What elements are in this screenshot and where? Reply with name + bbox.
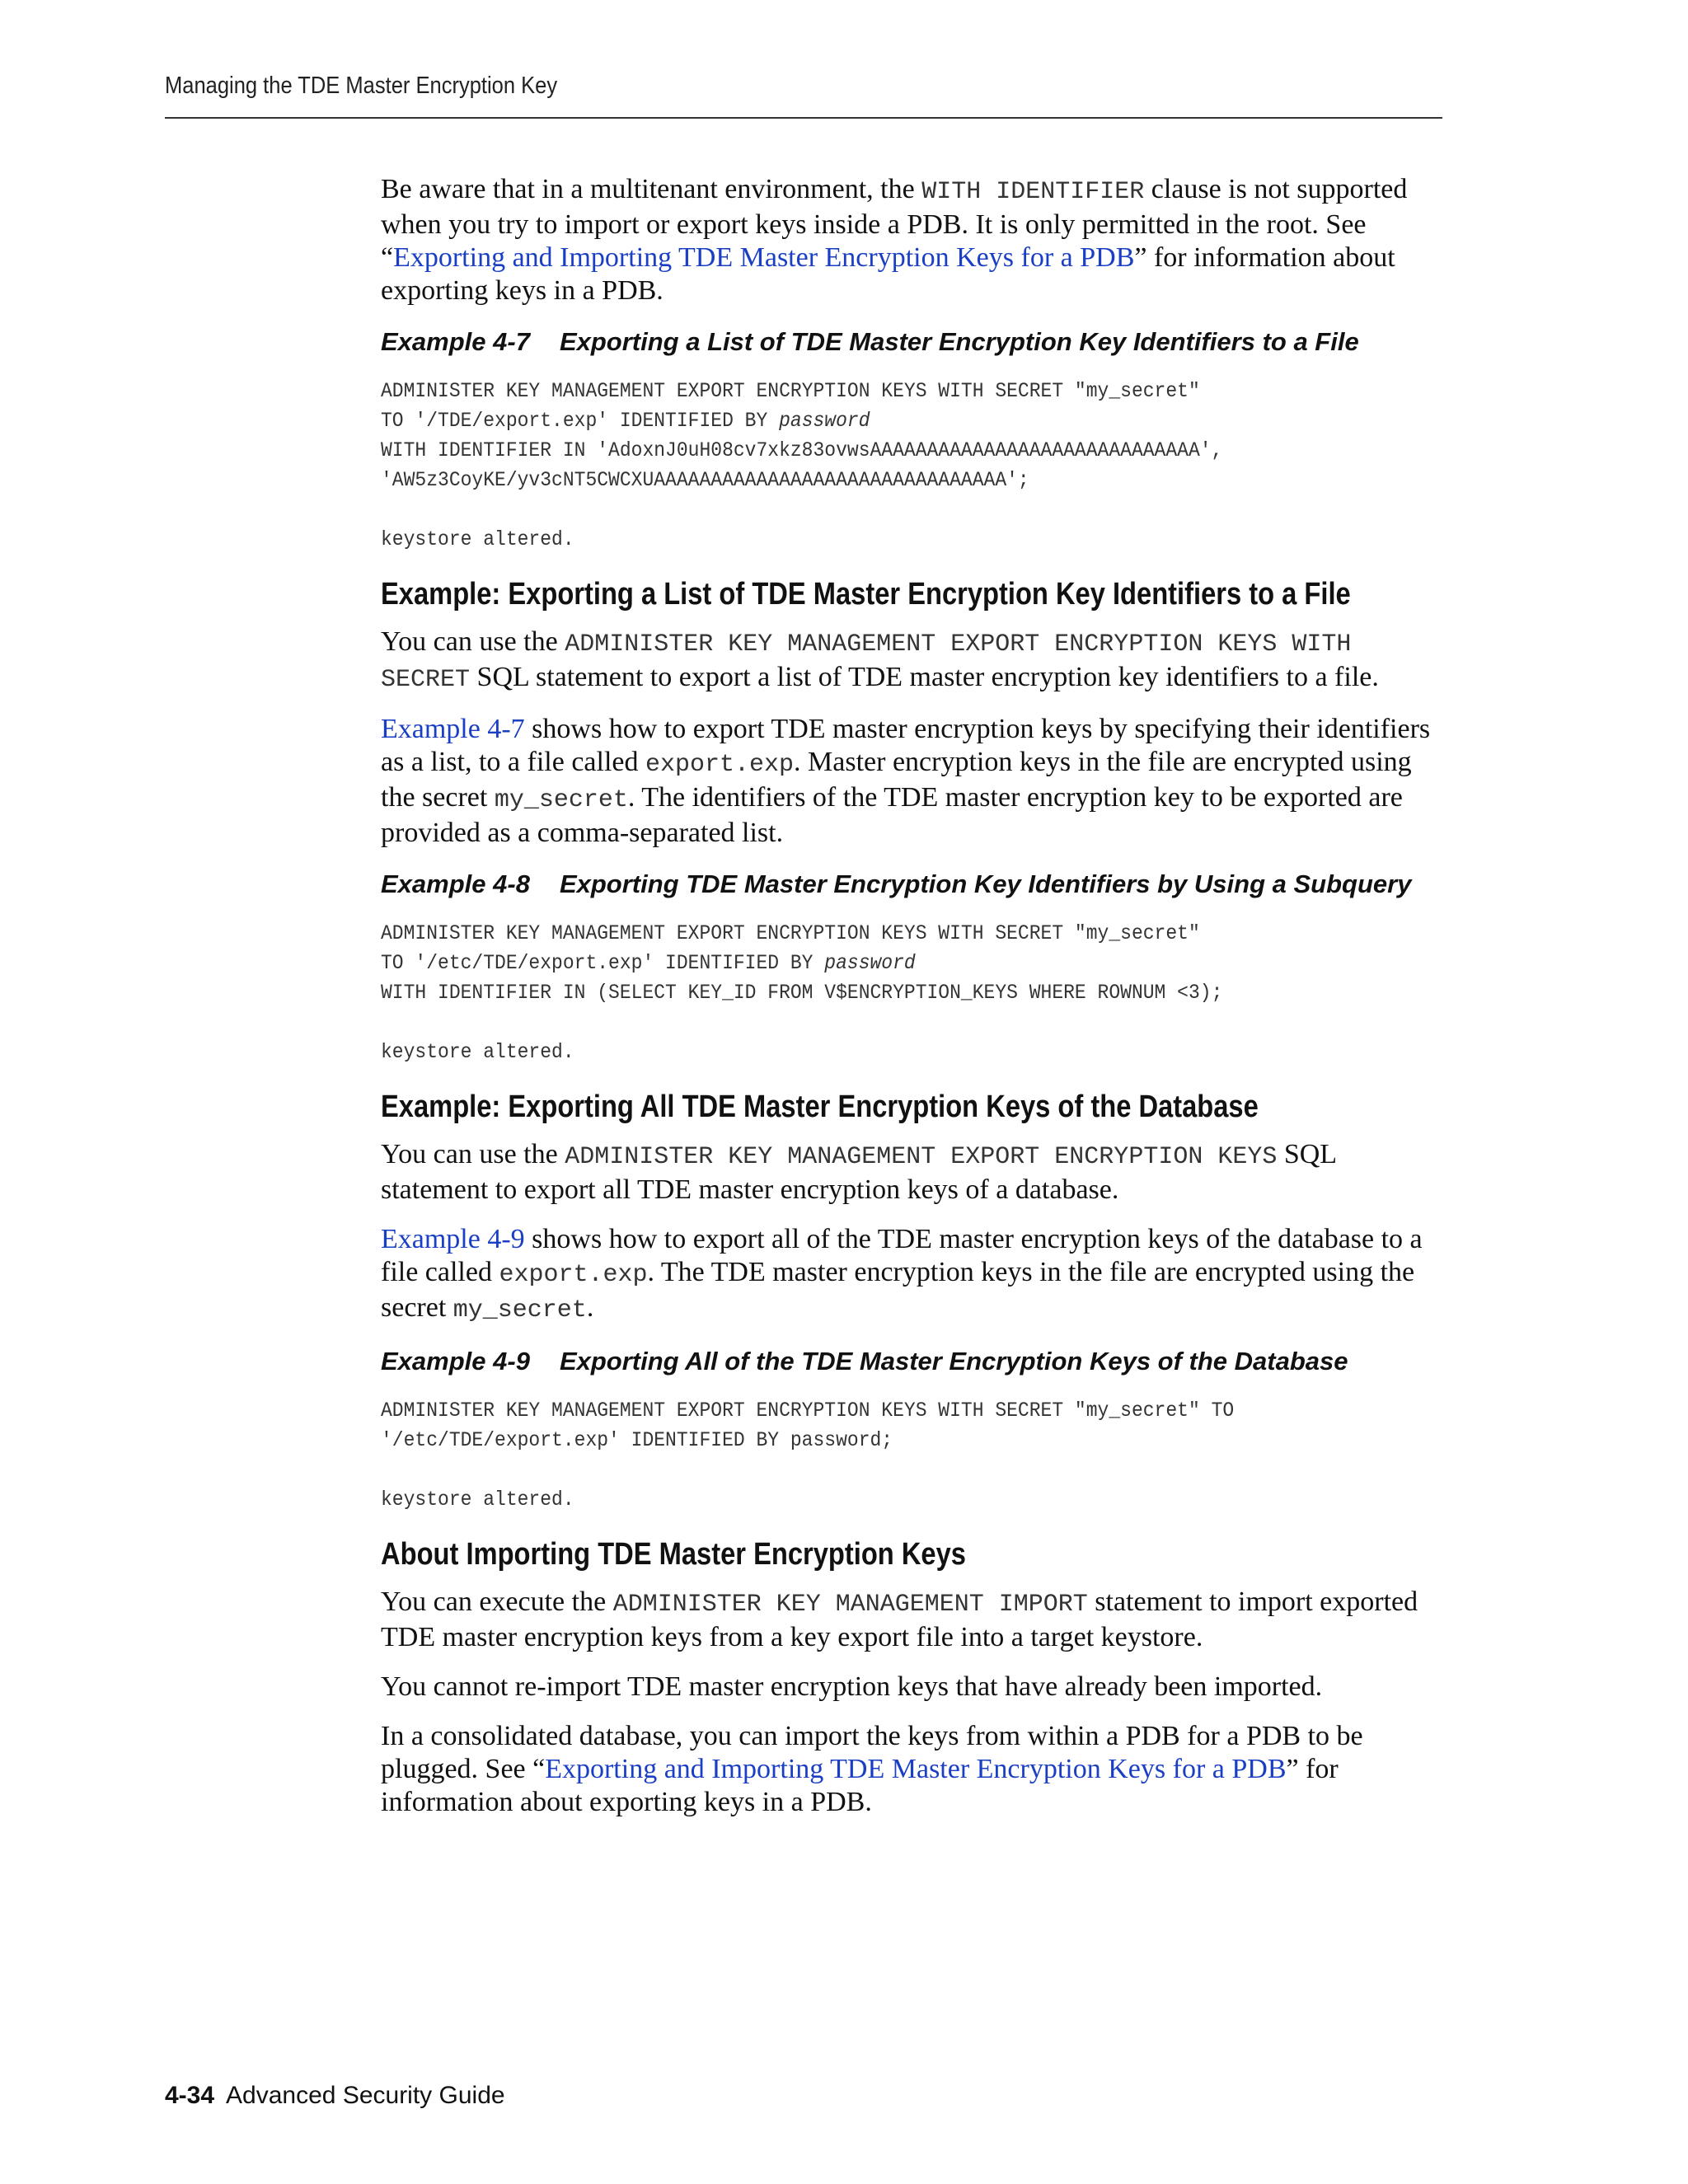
text: You can execute the xyxy=(381,1586,613,1617)
example-4-8-code xyxy=(381,919,1359,1067)
code-line: ADMINISTER KEY MANAGEMENT EXPORT ENCRYPTION KEYS WITH SECRET "my_secret" xyxy=(381,921,1200,945)
text: ” for information about exporting keys in a PDB. xyxy=(381,242,1395,306)
section-all-para-2 xyxy=(381,1223,1444,1327)
running-header: Managing the TDE Master Encryption Key xyxy=(165,73,558,99)
code-result: keystore altered. xyxy=(381,527,574,551)
example-4-9-link[interactable]: Example 4-9 xyxy=(381,1224,525,1254)
text: . Master encryption keys in the file are encrypted using the secret xyxy=(381,747,1412,813)
text: Be aware that in a multitenant environment, the xyxy=(381,174,922,204)
example-number: Example 4-9 xyxy=(381,1347,530,1376)
text: SQL statement to export all TDE master encryption keys of a database. xyxy=(381,1139,1336,1205)
text: In a consolidated database, you can import the keys from within a PDB for a PDB to be plugged. See “ xyxy=(381,1721,1363,1784)
inline-code: my_secret xyxy=(452,1296,587,1324)
example-4-7-title xyxy=(381,326,1444,359)
section-heading-list: Example: Exporting a List of TDE Master Encryption Key Identifiers to a File xyxy=(381,577,1351,612)
text: shows how to export all of the TDE master encryption keys of the database to a file called xyxy=(381,1224,1423,1287)
example-title-text: Exporting a List of TDE Master Encryption Key Identifiers to a File xyxy=(559,327,1359,356)
intro-paragraph xyxy=(381,173,1444,307)
example-4-7-code xyxy=(381,377,1359,555)
inline-code: ADMINISTER KEY MANAGEMENT IMPORT xyxy=(612,1591,1088,1619)
example-number: Example 4-7 xyxy=(381,327,530,356)
section-import-para-1 xyxy=(381,1586,1444,1654)
code-line: 'AW5z3CoyKE/yv3cNT5CWCXUAAAAAAAAAAAAAAAAAAAAAAAAAAAAAAA'; xyxy=(381,468,1029,492)
code-text: TO '/etc/TDE/export.exp' IDENTIFIED BY xyxy=(381,951,825,975)
example-number: Example 4-8 xyxy=(381,869,530,898)
pdb-export-link[interactable]: Exporting and Importing TDE Master Encryption Keys for a PDB xyxy=(393,242,1135,273)
inline-code: export.exp xyxy=(499,1261,648,1289)
text: . The identifiers of the TDE master encryption key to be exported are provided as a comma-separated list. xyxy=(381,782,1403,848)
header-rule xyxy=(165,117,1442,119)
section-import-para-2: You cannot re-import TDE master encryption keys that have already been imported. xyxy=(381,1671,1323,1702)
code-result: keystore altered. xyxy=(381,1488,574,1511)
text: . The TDE master encryption keys in the file are encrypted using the secret xyxy=(381,1257,1415,1323)
code-result: keystore altered. xyxy=(381,1040,574,1064)
example-4-8-title xyxy=(381,868,1444,901)
section-all-para-1 xyxy=(381,1138,1444,1207)
code-line: ADMINISTER KEY MANAGEMENT EXPORT ENCRYPTION KEYS WITH SECRET "my_secret" xyxy=(381,379,1200,403)
inline-code: ADMINISTER KEY MANAGEMENT EXPORT ENCRYPTION KEYS WITH SECRET xyxy=(381,630,1352,694)
text: You can use the xyxy=(381,626,565,657)
page-footer xyxy=(165,2082,505,2110)
example-4-7-link[interactable]: Example 4-7 xyxy=(381,714,525,744)
code-line: ADMINISTER KEY MANAGEMENT EXPORT ENCRYPTION KEYS WITH SECRET "my_secret" TO xyxy=(381,1399,1235,1422)
page-number: 4-34 xyxy=(165,2082,215,2109)
section-heading-all: Example: Exporting All TDE Master Encryption Keys of the Database xyxy=(381,1090,1259,1124)
code-line xyxy=(381,406,1359,436)
section-heading-import: About Importing TDE Master Encryption Keys xyxy=(381,1537,966,1572)
code-placeholder: password xyxy=(824,951,916,975)
inline-code: export.exp xyxy=(645,751,795,779)
pdb-export-link[interactable]: Exporting and Importing TDE Master Encryption Keys for a PDB xyxy=(545,1754,1287,1784)
text: shows how to export TDE master encryption keys by specifying their identifiers as a list, to a file called xyxy=(381,714,1431,777)
text: You can use the xyxy=(381,1139,565,1169)
text: SQL statement to export a list of TDE master encryption key identifiers to a file. xyxy=(470,662,1379,692)
code-line xyxy=(381,949,1359,978)
example-4-9-code xyxy=(381,1396,1359,1515)
book-title: Advanced Security Guide xyxy=(226,2082,505,2109)
code-text: TO '/TDE/export.exp' IDENTIFIED BY xyxy=(381,409,780,433)
code-placeholder: password xyxy=(779,409,870,433)
code-line: WITH IDENTIFIER IN (SELECT KEY_ID FROM V$ENCRYPTION_KEYS WHERE ROWNUM <3); xyxy=(381,981,1223,1005)
section-import-para-3 xyxy=(381,1720,1444,1819)
inline-code: my_secret xyxy=(494,786,628,814)
inline-code: ADMINISTER KEY MANAGEMENT EXPORT ENCRYPTION KEYS xyxy=(565,1143,1278,1171)
text: . xyxy=(586,1292,594,1323)
code-line: WITH IDENTIFIER IN 'AdoxnJ0uH08cv7xkz83ovwsAAAAAAAAAAAAAAAAAAAAAAAAAAAAA', xyxy=(381,438,1223,462)
example-title-text: Exporting TDE Master Encryption Key Identifiers by Using a Subquery xyxy=(559,869,1412,898)
page-content xyxy=(381,173,1444,1835)
example-4-9-title xyxy=(381,1345,1444,1378)
code-line: '/etc/TDE/export.exp' IDENTIFIED BY password; xyxy=(381,1428,893,1452)
example-title-text: Exporting All of the TDE Master Encryption Keys of the Database xyxy=(559,1347,1348,1376)
section-list-para-2 xyxy=(381,713,1444,850)
text: statement to import exported TDE master encryption keys from a key export file into a target keystore. xyxy=(381,1586,1418,1652)
section-list-para-1 xyxy=(381,626,1444,696)
text: ” for information about exporting keys in a PDB. xyxy=(381,1754,1339,1817)
text: clause is not supported when you try to import or export keys inside a PDB. It is only permitted in the root. See “ xyxy=(381,174,1408,273)
inline-code: WITH IDENTIFIER xyxy=(921,178,1145,206)
